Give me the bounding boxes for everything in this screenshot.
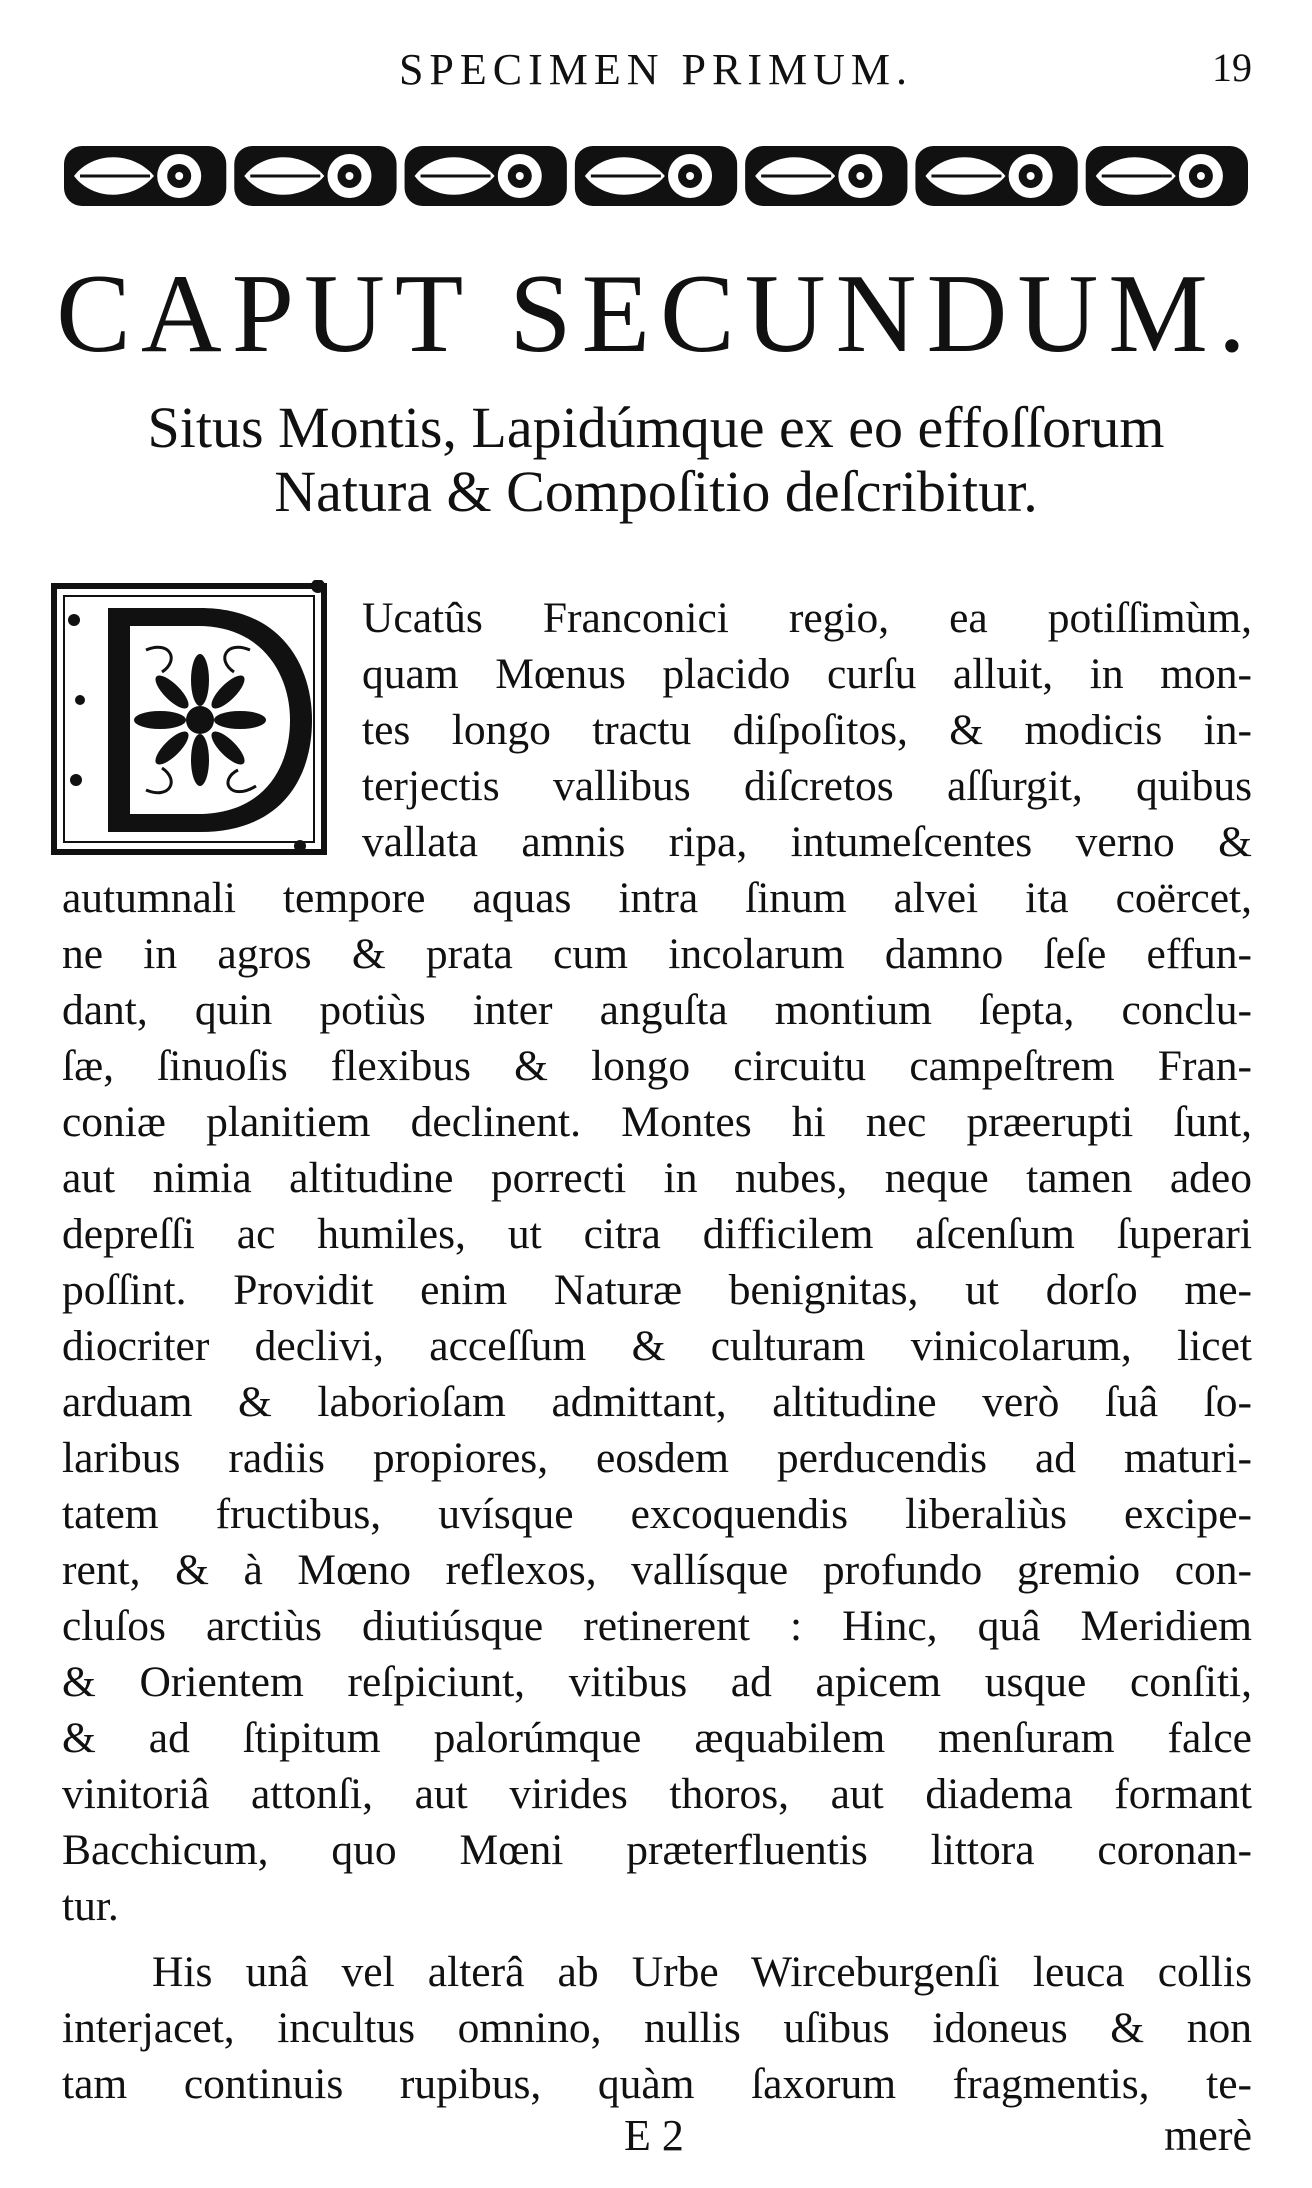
text-line: tes longo tractu diſpoſitos, & modicis in- (362, 706, 1252, 754)
text-line: tur. (62, 1882, 119, 1930)
text-line: tam continuis rupibus, quàm ſaxorum fragmentis, te- (62, 2060, 1252, 2108)
text-line: depreſſi ac humiles, ut citra difficilem aſcenſum ſuperari (62, 1210, 1252, 1258)
text-line: tatem fructibus, uvísque excoquendis liberaliùs excipe- (62, 1490, 1252, 1538)
text-line: laribus radiis propiores, eosdem perducendis ad maturi- (62, 1434, 1252, 1482)
text-line: vallata amnis ripa, intumeſcentes verno & (362, 818, 1252, 866)
paragraph-1-opening (362, 590, 1252, 870)
text-line: interjacet, incultus omnino, nullis uſibus idoneus & non (62, 2004, 1252, 2052)
text-line: Ucatûs Franconici regio, ea potiſſimùm, (362, 594, 1252, 642)
decorated-initial-d-icon (50, 580, 340, 860)
text-line: His unâ vel alterâ ab Urbe Wirceburgenſi leuca collis (152, 1948, 1252, 1996)
chapter-title: CAPUT SECUNDUM. (56, 252, 1256, 376)
ornament-motif (575, 146, 737, 206)
text-line: arduam & laborioſam admittant, altitudine verò ſuâ ſo- (62, 1378, 1252, 1426)
text-line: aut nimia altitudine porrecti in nubes, neque tamen adeo (62, 1154, 1252, 1202)
text-line: autumnali tempore aquas intra ſinum alvei ita coërcet, (62, 874, 1252, 922)
paragraph-2 (62, 1944, 1252, 2112)
text-line: quam Mœnus placido curſu alluit, in mon- (362, 650, 1252, 698)
subtitle-line: Situs Montis, Lapidúmque ex eo effoſſorum (147, 395, 1165, 460)
text-line: poſſint. Providit enim Naturæ benignitas, ut dorſo me- (62, 1266, 1252, 1314)
catchword: merè (1164, 2111, 1252, 2160)
text-line: cluſos arctiùs diutiúsque retinerent : Hinc, quâ Meridiem (62, 1602, 1252, 1650)
ornament-motif (745, 146, 907, 206)
page-number: 19 (1212, 45, 1252, 90)
text-line: terjectis vallibus diſcretos aſſurgit, quibus (362, 762, 1252, 810)
running-head: SPECIMEN PRIMUM. (398, 45, 914, 94)
text-line: ne in agros & prata cum incolarum damno ſeſe effun- (62, 930, 1252, 978)
text-line: diocriter declivi, acceſſum & culturam vinicolarum, licet (62, 1322, 1252, 1370)
text-line: dant, quin potiùs inter anguſta montium ſepta, conclu- (62, 986, 1252, 1034)
floral-ornament-band-icon (60, 140, 1252, 212)
subtitle-line: Natura & Compoſitio deſcribitur. (274, 459, 1038, 524)
text-line: vinitoriâ attonſi, aut virides thoros, aut diadema formant (62, 1770, 1252, 1818)
ornament-motif (64, 146, 226, 206)
text-line: & ad ſtipitum palorúmque æquabilem menſuram falce (62, 1714, 1252, 1762)
signature-mark: E 2 (624, 2111, 684, 2160)
text-line: ſæ, ſinuoſis flexibus & longo circuitu campeſtrem Fran- (62, 1042, 1252, 1090)
text-line: rent, & à Mœno reflexos, vallísque profundo gremio con- (62, 1546, 1252, 1594)
chapter-subtitle (56, 396, 1256, 524)
ornament-motif (1086, 146, 1248, 206)
ornament-motif (405, 146, 567, 206)
text-line: & Orientem reſpiciunt, vitibus ad apicem usque conſiti, (62, 1658, 1252, 1706)
paragraph-1-body (62, 870, 1252, 1934)
ornament-motif (234, 146, 396, 206)
ornament-motif (915, 146, 1077, 206)
text-line: Bacchicum, quo Mœni præterfluentis littora coronan- (62, 1826, 1252, 1874)
text-line: coniæ planitiem declinent. Montes hi nec præerupti ſunt, (62, 1098, 1252, 1146)
